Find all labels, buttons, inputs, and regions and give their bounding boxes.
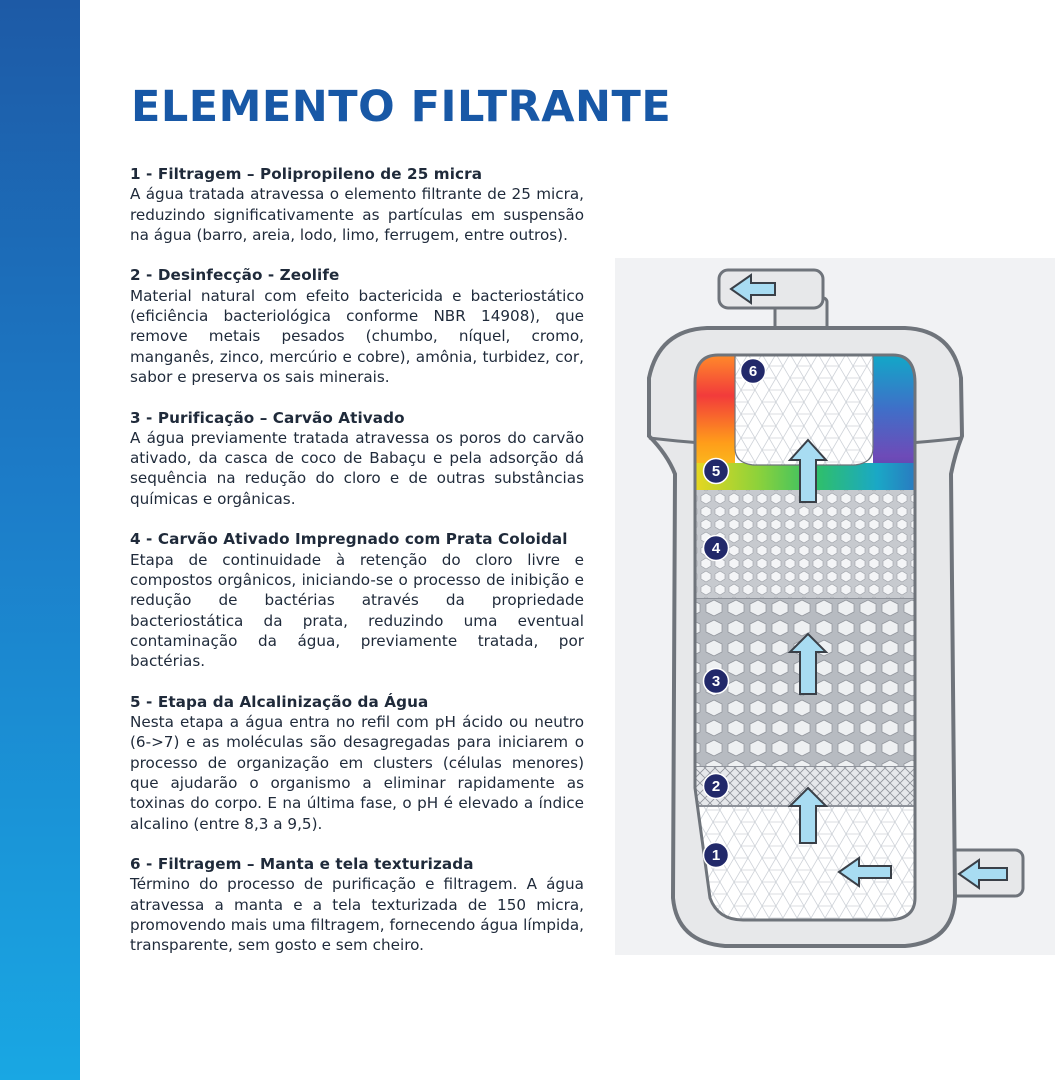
filter-diagram [615, 258, 1055, 955]
stage-heading: 6 - Filtragem – Manta e tela texturizada [130, 855, 474, 874]
stage-badge-4 [704, 536, 729, 561]
filter-diagram-svg [615, 258, 1055, 955]
stage-badge-1 [704, 843, 729, 868]
page-title: ELEMENTO FILTRANTE [131, 82, 672, 132]
stage-number: 4 [711, 540, 721, 557]
stage-heading: 4 - Carvão Ativado Impregnado com Prata Coloidal [130, 530, 568, 549]
stage-badge-3 [704, 669, 729, 694]
stage-text: A água previamente tratada atravessa os poros do carvão ativado, da casca de coco de Babaçu e pela adsorção dá sequência na redução do cloro e de outras substâncias químicas e orgânicas. [130, 428, 584, 508]
stage-descriptions [130, 164, 584, 976]
stage-badge-6 [741, 359, 766, 384]
stage-section-5 [130, 692, 584, 834]
stage-text: Etapa de continuidade à retenção do cloro livre e compostos orgânicos, iniciando-se o processo de inibição e redução de bactérias através da propriedade bacteriostática da prata, reduzindo uma eventual contaminação da água, previamente tratada, por bactérias. [130, 550, 584, 671]
stage-text: Nesta etapa a água entra no refil com pH ácido ou neutro (6->7) e as moléculas são desagregadas para iniciarem o processo de organização em clusters (células menores) que ajudarão o organismo a eliminar rapidamente as toxinas do corpo. E na última fase, o pH é elevado a índice alcalino (entre 8,3 a 9,5). [130, 713, 584, 833]
stage-section-4 [130, 529, 584, 671]
stage-heading: 5 - Etapa da Alcalinização da Água [130, 692, 429, 711]
stage-section-1 [130, 164, 584, 245]
stage-number: 5 [711, 463, 721, 480]
stage-heading: 1 - Filtragem – Polipropileno de 25 micra [130, 165, 483, 183]
outlet-pipe [719, 270, 827, 332]
stage-section-2 [130, 265, 584, 387]
stage-text: Material natural com efeito bactericida e bacteriostático (eficiência bacteriológica conforme NBR 14908), que remove metais pesados (chumbo, níquel, cromo, manganês, zinco, mercúrio e cobre), amônia, turbidez, cor, sabor e preserva os sais minerais. [130, 286, 584, 386]
side-color-bar [0, 0, 80, 1080]
stage-heading: 2 - Desinfecção - Zeolife [130, 266, 340, 285]
stage-badge-2 [704, 774, 729, 799]
stage-badge-5 [704, 459, 729, 484]
stage-number: 3 [711, 673, 721, 690]
stage-text: Término do processo de purificação e filtragem. A água atravessa a manta e a tela texturizada de 150 micra, promovendo mais uma filtragem, fornecendo água límpida, transparente, sem gosto e sem cheiro. [130, 875, 584, 955]
stage-text: A água tratada atravessa o elemento filtrante de 25 micra, reduzindo significativamente as partículas em suspensão na água (barro, areia, lodo, limo, ferrugem, entre outros). [130, 185, 584, 244]
stage-number: 1 [711, 847, 721, 864]
stage-number: 6 [748, 363, 758, 380]
stage-number: 2 [711, 778, 721, 795]
stage-heading: 3 - Purificação – Carvão Ativado [130, 408, 405, 427]
stage-section-6 [130, 854, 584, 955]
stage-section-3 [130, 408, 584, 509]
